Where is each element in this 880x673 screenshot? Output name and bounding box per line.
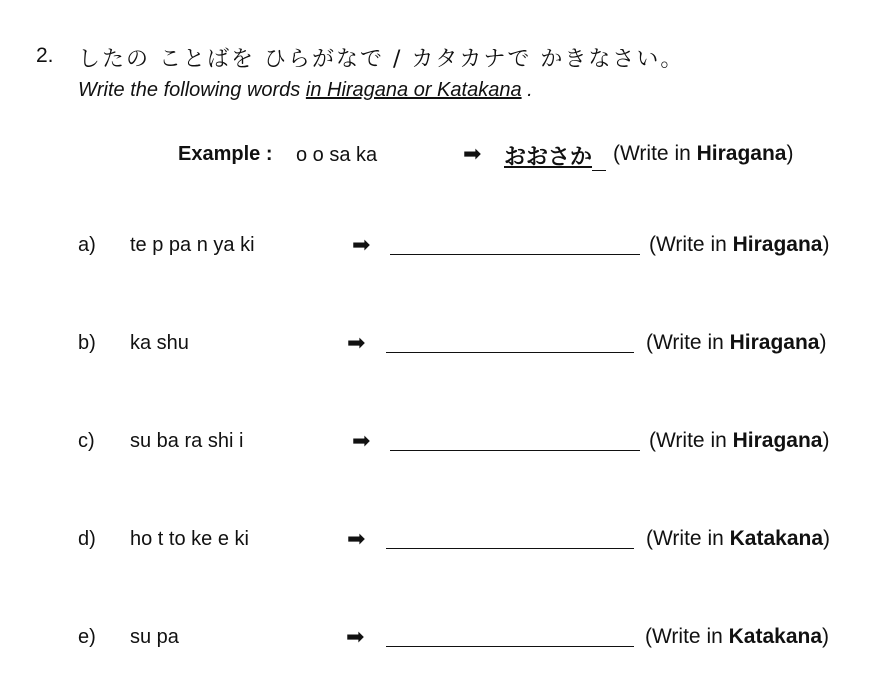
- right-arrow-icon: ➡: [346, 624, 365, 649]
- example-answer-text: おおさか: [504, 145, 593, 170]
- item-letter: c): [78, 430, 95, 452]
- item-letter: a): [78, 234, 96, 256]
- item-note-script: Katakana: [728, 625, 823, 648]
- item-note: [649, 233, 830, 257]
- item-note-script: Hiragana: [729, 331, 820, 354]
- example-note-script: Hiragana: [696, 142, 787, 165]
- answer-blank-line[interactable]: [390, 254, 640, 255]
- item-note-post: ): [823, 527, 831, 550]
- item-note: [646, 331, 827, 355]
- example-answer: [504, 140, 606, 171]
- answer-blank-line[interactable]: [386, 548, 634, 549]
- answer-blank-line[interactable]: [386, 352, 634, 353]
- item-letter: d): [78, 528, 96, 550]
- item-note-pre: (Write in: [645, 625, 729, 648]
- instruction-en-pre: Write the following words: [78, 79, 306, 101]
- item-note: [649, 429, 830, 453]
- right-arrow-icon: ➡: [352, 428, 371, 453]
- example-label: Example :: [178, 143, 273, 165]
- question-number: 2.: [36, 44, 54, 67]
- item-letter: b): [78, 332, 96, 354]
- instruction-english: [78, 79, 533, 102]
- example-note: [613, 142, 794, 166]
- item-note-script: Hiragana: [732, 233, 823, 256]
- item-romaji: te p pa n ya ki: [130, 234, 255, 256]
- item-note-script: Hiragana: [732, 429, 823, 452]
- right-arrow-icon: ➡: [347, 330, 366, 355]
- item-note-post: ): [819, 331, 827, 354]
- instruction-japanese: したの ことばを ひらがなで / カタカナで かきなさい。: [78, 47, 685, 72]
- example-answer-underline-pad: [592, 148, 606, 171]
- item-note-pre: (Write in: [646, 331, 730, 354]
- item-romaji: su ba ra shi i: [130, 430, 244, 452]
- item-note: [646, 527, 830, 551]
- item-note-post: ): [822, 625, 830, 648]
- item-note-pre: (Write in: [649, 429, 733, 452]
- instruction-en-post: .: [521, 79, 533, 101]
- example-note-pre: (Write in: [613, 142, 697, 165]
- instruction-en-underlined: in Hiragana or Katakana: [305, 79, 522, 101]
- item-note-script: Katakana: [729, 527, 824, 550]
- item-romaji: ka shu: [130, 332, 189, 354]
- right-arrow-icon: ➡: [347, 526, 366, 551]
- item-note: [645, 625, 829, 649]
- right-arrow-icon: ➡: [352, 232, 371, 257]
- item-note-post: ): [822, 233, 830, 256]
- right-arrow-icon: ➡: [463, 141, 482, 166]
- answer-blank-line[interactable]: [390, 450, 640, 451]
- answer-blank-line[interactable]: [386, 646, 634, 647]
- item-note-pre: (Write in: [649, 233, 733, 256]
- item-letter: e): [78, 626, 96, 648]
- item-note-post: ): [822, 429, 830, 452]
- example-note-post: ): [786, 142, 794, 165]
- example-romaji: o o sa ka: [296, 144, 378, 166]
- item-romaji: ho t to ke e ki: [130, 528, 249, 550]
- item-note-pre: (Write in: [646, 527, 730, 550]
- item-romaji: su pa: [130, 626, 179, 648]
